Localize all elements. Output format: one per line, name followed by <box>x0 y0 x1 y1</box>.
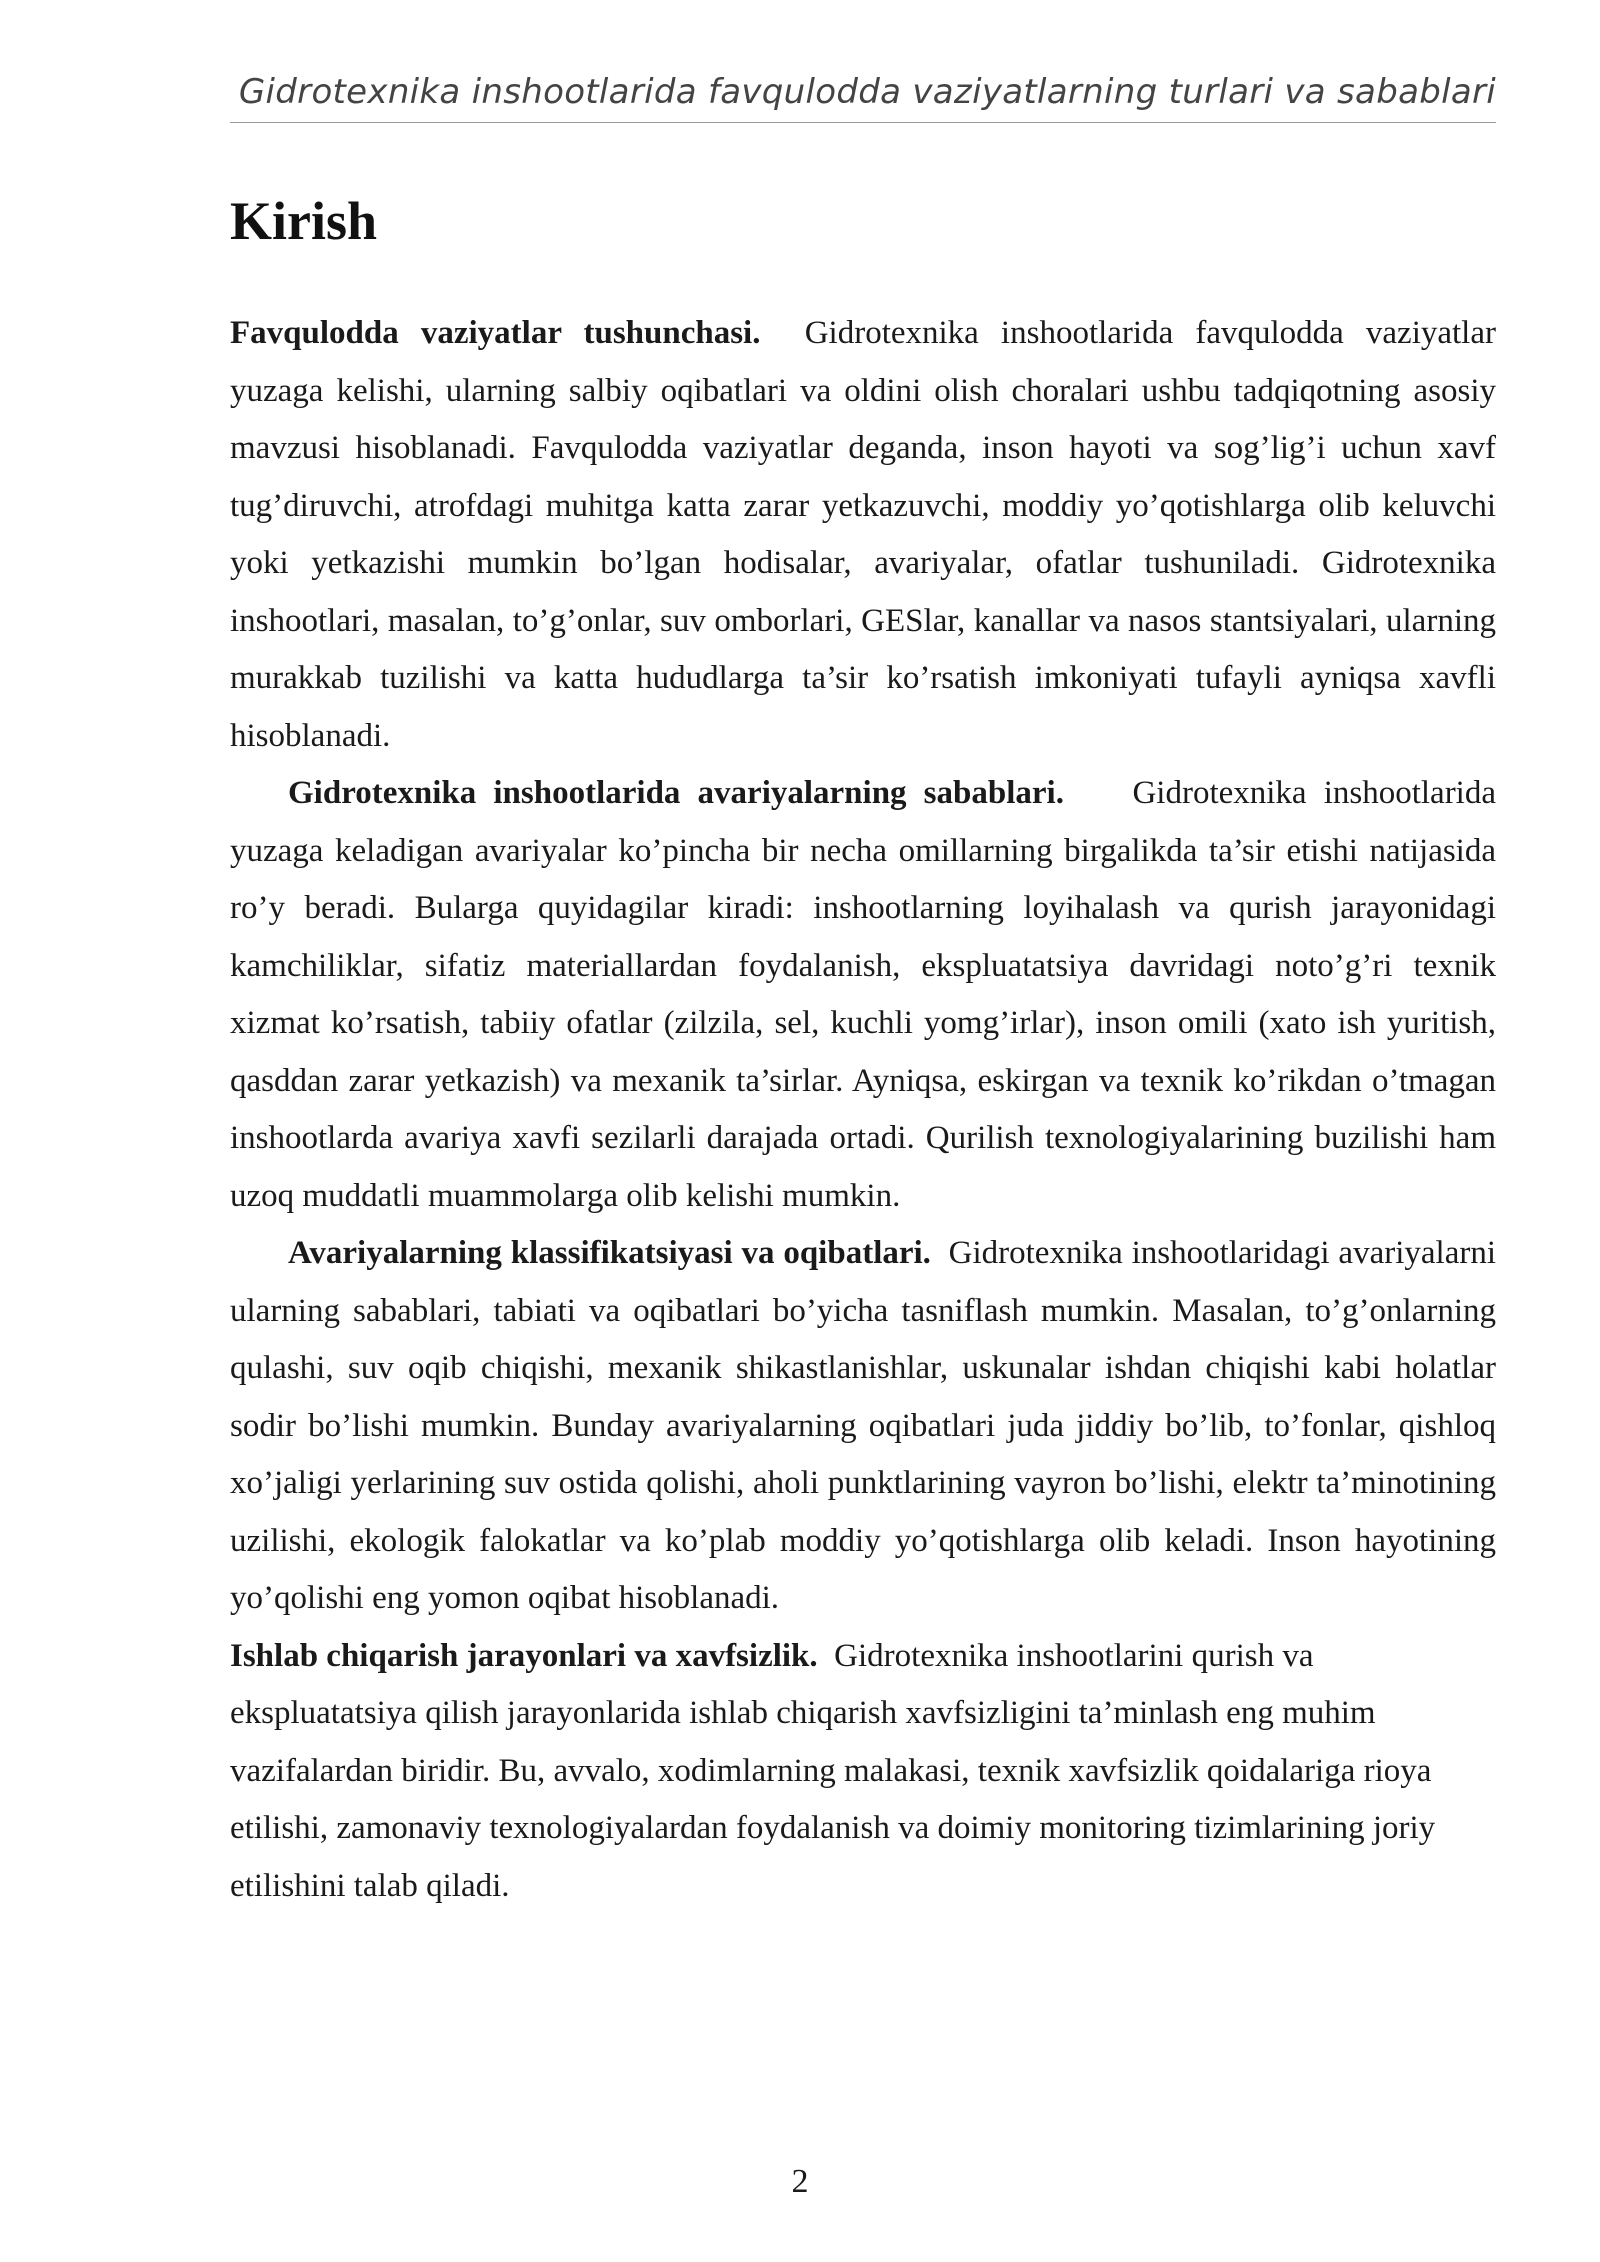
running-header: Gidrotexnika inshootlarida favqulodda vaziyatlarning turlari va sabablari <box>238 72 1496 112</box>
paragraph-accident-causes <box>230 765 1496 1225</box>
paragraph-heading: Favqulodda vaziyatlar tushunchasi. <box>230 315 761 351</box>
paragraph-text: Gidrotexnika inshootlarini qurish va ekspluatatsiya qilish jarayonlarida ishlab chiqarish xavfsizligini ta’minlash eng muhim vazifalardan biridir. Bu, avvalo, xodimlarning malakasi, texnik xavfsizlik qoidalariga rioya etilishi, zamonaviy texnologiyalardan foydalanish va doimiy monitoring tizimlarining joriy etilishini talab qiladi. <box>230 1637 1436 1904</box>
section-title: Kirish <box>230 191 378 251</box>
header-divider <box>230 122 1496 123</box>
paragraph-heading: Ishlab chiqarish jarayonlari va xavfsizlik. <box>230 1637 818 1674</box>
paragraph-production-safety <box>230 1628 1496 1916</box>
paragraph-text: Gidrotexnika inshootlarida yuzaga keladigan avariyalar ko’pincha bir necha omillarning birgalikda ta’sir etishi natijasida ro’y beradi. Bularga quyidagilar kiradi: inshootlarning loyihalash va qurish jarayonidagi kamchiliklar, sifatiz materiallardan foydalanish, ekspluatatsiya davridagi noto’g’ri texnik xizmat ko’rsatish, tabiiy ofatlar (zilzila, sel, kuchli yomg’irlar), inson omili (xato ish yuritish, qasddan zarar yetkazish) va mexanik ta’sirlar. Ayniqsa, eskirgan va texnik ko’rikdan o’tmagan inshootlarda avariya xavfi sezilarli darajada ortadi. Qurilish texnologiyalarining buzilishi ham uzoq muddatli muammolarga olib kelishi mumkin. <box>230 775 1496 1214</box>
paragraph-text: Gidrotexnika inshootlaridagi avariyalarni ularning sabablari, tabiati va oqibatlari bo’yicha tasniflash mumkin. Masalan, to’g’onlarning qulashi, suv oqib chiqishi, mexanik shikastlanishlar, uskunalar ishdan chiqishi kabi holatlar sodir bo’lishi mumkin. Bunday avariyalarning oqibatlari juda jiddiy bo’lib, to’fonlar, qishloq xo’jaligi yerlarining suv ostida qolishi, aholi punktlarining vayron bo’lishi, elektr ta’minotining uzilishi, ekologik falokatlar va ko’plab moddiy yo’qotishlarga olib keladi. Inson hayotining yo’qolishi eng yomon oqibat hisoblanadi. <box>230 1235 1496 1616</box>
body-text <box>230 305 1496 1915</box>
paragraph-heading: Avariyalarning klassifikatsiyasi va oqibatlari. <box>288 1235 931 1271</box>
paragraph-text: Gidrotexnika inshootlarida favqulodda vaziyatlar yuzaga kelishi, ularning salbiy oqibatlari va oldini olish choralari ushbu tadqiqotning asosiy mavzusi hisoblanadi. Favqulodda vaziyatlar deganda, inson hayoti va sog’lig’i uchun xavf tug’diruvchi, atrofdagi muhitga katta zarar yetkazuvchi, moddiy yo’qotishlarga olib keluvchi yoki yetkazishi mumkin bo’lgan hodisalar, avariyalar, ofatlar tushuniladi. Gidrotexnika inshootlari, masalan, to’g’onlar, suv omborlari, GESlar, kanallar va nasos stantsiyalari, ularning murakkab tuzilishi va katta hududlarga ta’sir ko’rsatish imkoniyati tufayli ayniqsa xavfli hisoblanadi. <box>230 315 1496 754</box>
paragraph-accident-classification <box>230 1225 1496 1628</box>
page-number: 2 <box>791 2163 809 2200</box>
paragraph-emergency-concept <box>230 305 1496 765</box>
paragraph-heading: Gidrotexnika inshootlarida avariyalarning sabablari. <box>288 775 1064 811</box>
